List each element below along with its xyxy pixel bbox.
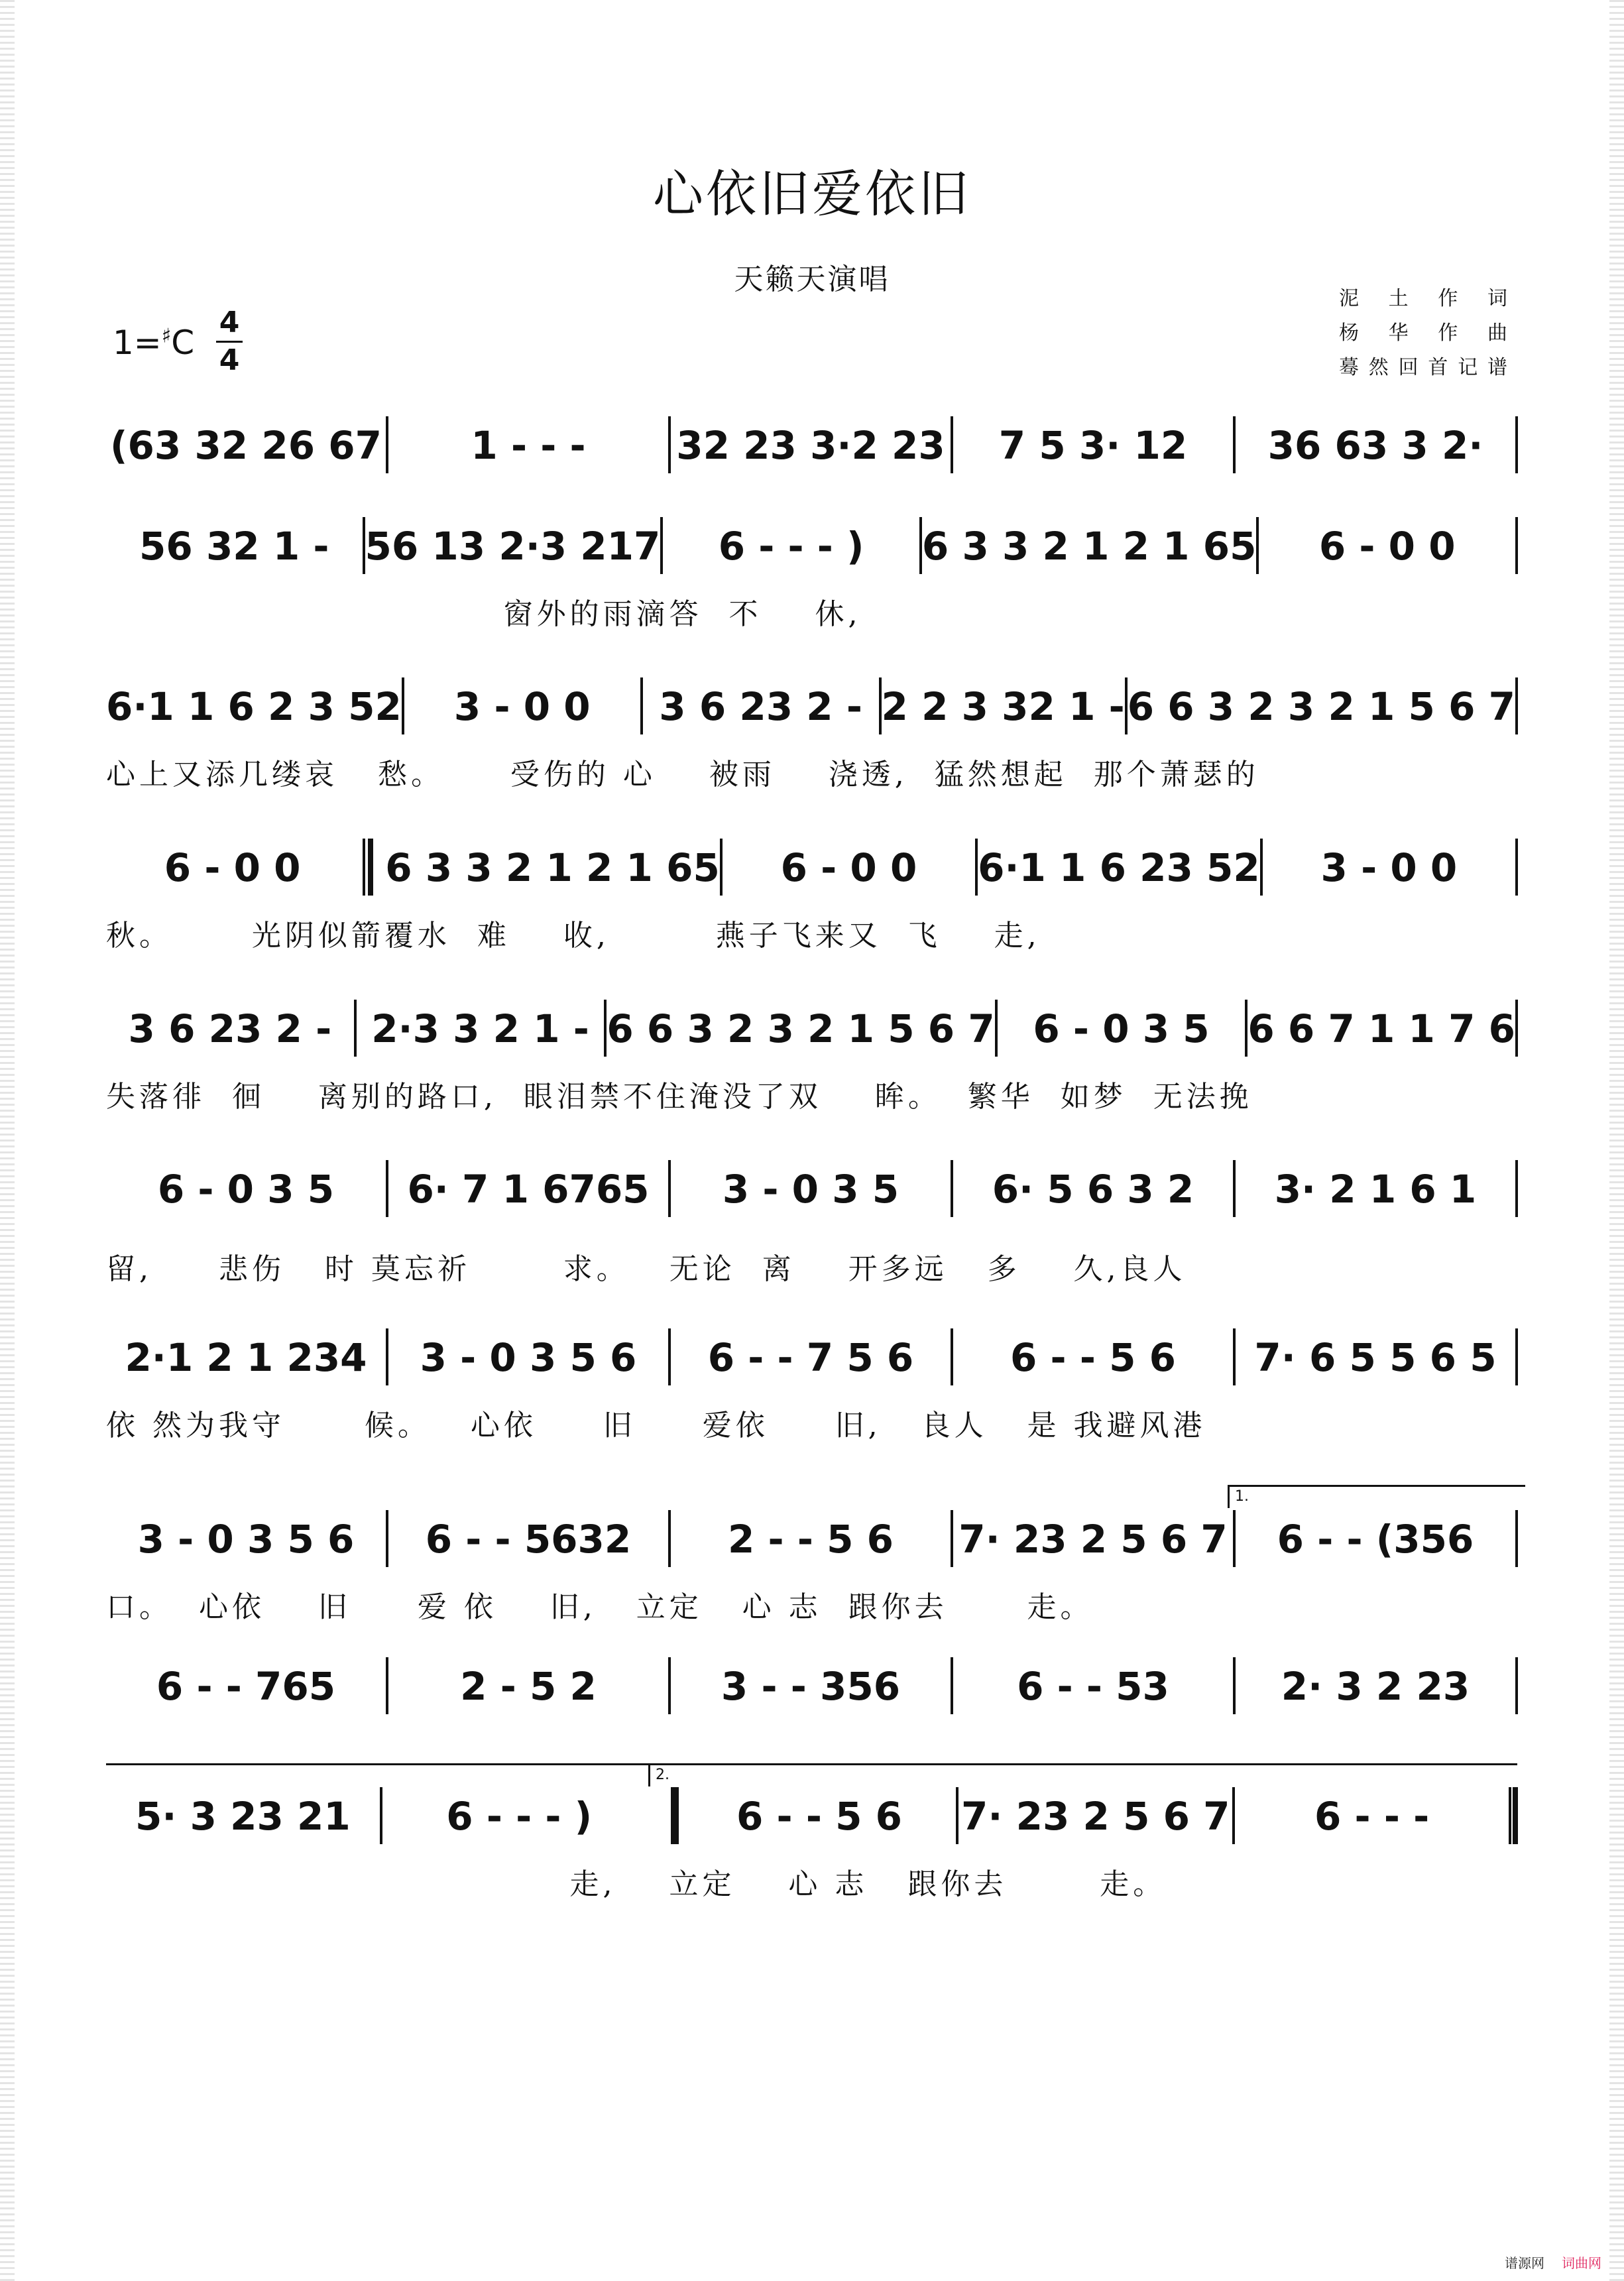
measure: 3 - 0 0 [1320,845,1458,890]
right-edge-strip [1609,0,1624,2281]
time-signature [216,306,243,377]
measure: 6· 5 6 3 2 [992,1167,1194,1212]
song-title: 心依旧爱依旧 [653,164,971,223]
measure: 6 6 7 1 1 7 6 [1247,1006,1516,1051]
volta-line-left [106,1763,648,1786]
measure: 6 3 3 2 1 2 1 65 [921,524,1257,569]
system-1 [106,416,1518,489]
second-ending-bracket: 2. [648,1763,1517,1786]
barline [1515,1328,1518,1385]
system-7 [106,1328,1518,1401]
measure: 2· 3 2 23 [1281,1664,1470,1709]
measure: 3 6 23 2 - [128,1006,332,1051]
measure: 6 - - 5 6 [1010,1335,1176,1380]
measure: 6 - - - ) [446,1794,593,1839]
barline [1515,517,1518,574]
measure: 3 - 0 3 5 [722,1167,899,1212]
lyric-line-6: 留, 悲伤 时 莫忘祈 求。 无论 离 开多远 多 久,良人 [106,1252,1187,1286]
measure: 7· 23 2 5 6 7 [958,1517,1228,1562]
lyric-line-5: 失落徘 徊 离别的路口, 眼泪禁不住淹没了双 眸。 繁华 如梦 无法挽 [106,1080,1253,1114]
credits [1339,282,1511,385]
system-3 [106,677,1518,750]
measure: 6 - - 765 [156,1664,336,1709]
barline [1515,1160,1518,1217]
measure: 6·1 1 6 23 52 [978,845,1260,890]
first-ending-bracket: 1. [1228,1485,1525,1508]
measure: 36 63 3 2· [1267,423,1483,468]
measure: 32 23 3·2 23 [676,423,945,468]
meter-top: 4 [219,306,240,339]
measure: 3 - 0 0 [453,684,591,729]
watermark-left: 谱源网 [1505,2255,1544,2271]
repeat-end-barline [656,1787,683,1844]
sharp-sign: ♯ [161,324,172,348]
measure: 6 - - 5632 [425,1517,632,1562]
measure: 3 - 0 3 5 6 [420,1335,637,1380]
measure: 6 6 3 2 3 2 1 5 6 7 [1127,684,1515,729]
measure: 3 6 23 2 - [659,684,862,729]
measure: 6 - 0 0 [780,845,917,890]
barline [1515,1000,1518,1057]
lyric-line-10: 走, 立定 心 志 跟你去 走。 [106,1867,1167,1901]
repeat-start-barline [359,839,385,896]
lyric-line-3: 心上又添几缕哀 愁。 受伤的 心 被雨 浇透, 猛然想起 那个萧瑟的 [106,758,1259,791]
measure: 6 - - (356 [1277,1517,1474,1562]
measure: 2 2 3 32 1 - [881,684,1125,729]
measure: 6·1 1 6 2 3 52 [106,684,402,729]
singer-line: 天籁天演唱 [734,263,890,296]
measure: 6 - - 53 [1017,1664,1169,1709]
system-9 [106,1657,1518,1730]
measure: 56 13 2·3 217 [365,524,661,569]
lyric-line-4: 秋。 光阴似箭覆水 难 收, 燕子飞来又 飞 走, [106,919,1041,953]
key-prefix: 1= [113,323,162,362]
barline [1515,677,1518,734]
barline [1515,1510,1518,1567]
watermark-right: 词曲网 [1562,2255,1601,2271]
composer-credit: 杨 华 作 曲 [1339,322,1511,345]
measure: 2·1 2 1 234 [125,1335,367,1380]
barline [1515,839,1518,896]
measure: 3 - 0 3 5 6 [137,1517,355,1562]
measure: 1 - - - [471,423,586,468]
lyric-line-8: 口。 心依 旧 爱 依 旧, 立定 心 志 跟你去 走。 [106,1590,1094,1624]
measure: 6 6 3 2 3 2 1 5 6 7 [607,1006,995,1051]
system-8 [106,1510,1518,1583]
lyric-line-7: 依 然为我守 候。 心依 旧 爱依 旧, 良人 是 我避风港 [106,1409,1206,1442]
measure: 2 - - 5 6 [728,1517,894,1562]
barline [1515,1657,1518,1714]
key-note: C [171,323,195,362]
measure: 6 - 0 0 [1318,524,1456,569]
system-6 [106,1160,1518,1233]
lyricist-credit: 泥 土 作 词 [1339,287,1511,310]
transcriber-credit: 蓦然回首记谱 [1339,356,1511,379]
measure: 3 - - 356 [721,1664,901,1709]
measure: 5· 3 23 21 [135,1794,351,1839]
final-barline [1509,1787,1518,1844]
measure: 6 - 0 3 5 [157,1167,335,1212]
measure: 6· 7 1 6765 [407,1167,650,1212]
measure: 6 - - - ) [718,524,864,569]
system-10 [106,1787,1518,1860]
measure: 6 - 0 0 [164,845,301,890]
left-edge-strip [0,0,15,2281]
measure: 7· 23 2 5 6 7 [961,1794,1230,1839]
lyric-line-2: 窗外的雨滴答 不 休, [106,597,862,631]
system-4 [106,839,1518,911]
measure: 6 - - 7 5 6 [707,1335,914,1380]
measure: 3· 2 1 6 1 [1274,1167,1477,1212]
measure: 6 - - - [1314,1794,1430,1839]
barline [1515,416,1518,473]
system-2 [106,517,1518,590]
measure: 6 3 3 2 1 2 1 65 [385,845,720,890]
measure: 7· 6 5 5 6 5 [1254,1335,1497,1380]
key-signature [113,323,194,362]
measure: 7 5 3· 12 [998,423,1188,468]
measure: 6 - - 5 6 [736,1794,902,1839]
system-5 [106,1000,1518,1073]
measure: 6 - 0 3 5 [1033,1006,1210,1051]
measure: 56 32 1 - [139,524,329,569]
measure: (63 32 26 67 [110,423,382,468]
measure: 2 - 5 2 [460,1664,597,1709]
measure: 2·3 3 2 1 - [371,1006,589,1051]
meter-bottom: 4 [219,343,240,377]
